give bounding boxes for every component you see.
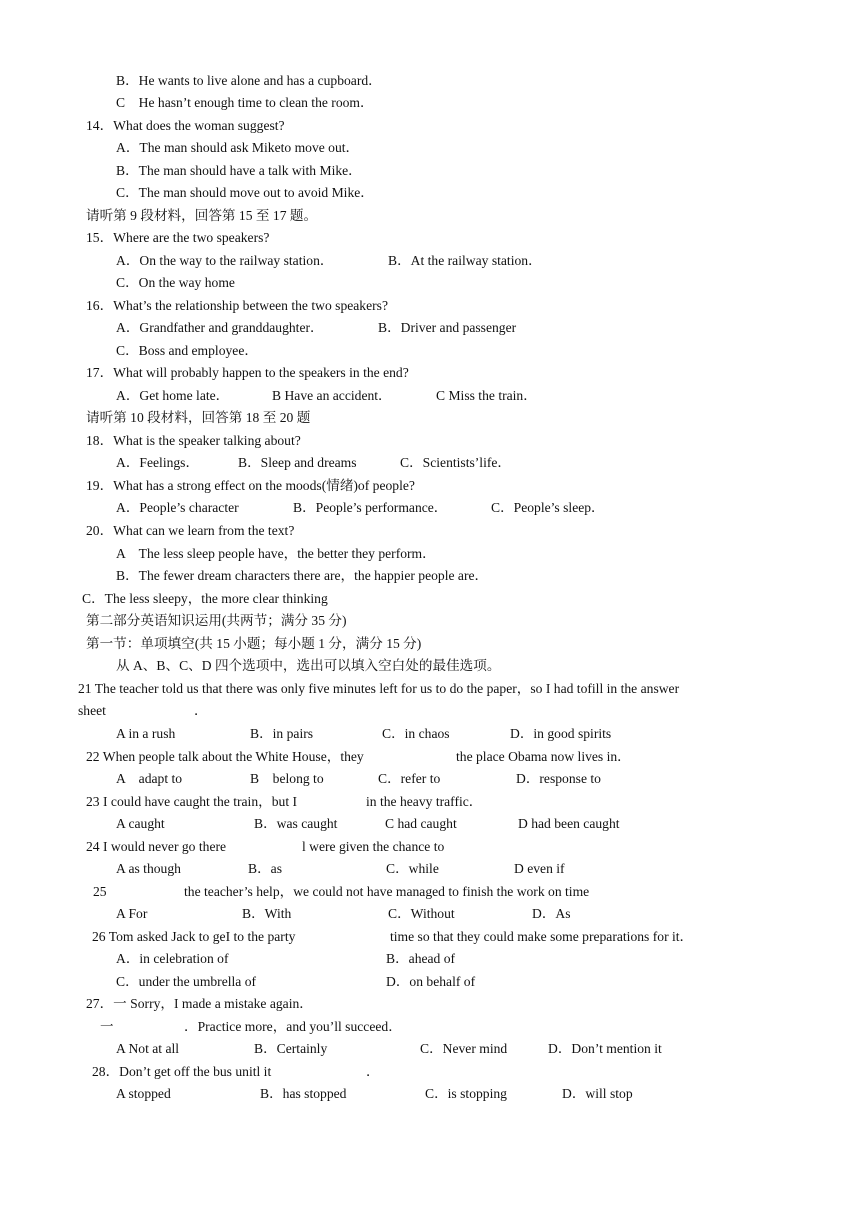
text-segment: A caught bbox=[116, 816, 165, 831]
text-line bbox=[0, 567, 860, 585]
text-segment: B．has stopped bbox=[260, 1086, 347, 1101]
text-segment: 从 A、B、C、D 四个选项中，选出可以填入空白处的最佳选项。 bbox=[116, 658, 501, 673]
text-segment: ． bbox=[366, 1064, 380, 1079]
text-segment: C．is stopping bbox=[425, 1086, 507, 1101]
text-segment: in the heavy traffic． bbox=[366, 794, 483, 809]
text-segment: C．Without bbox=[388, 906, 455, 921]
text-line bbox=[0, 274, 860, 292]
text-line bbox=[0, 995, 860, 1013]
text-segment: C Miss the train． bbox=[436, 388, 537, 403]
text-segment: A as though bbox=[116, 861, 181, 876]
text-line bbox=[0, 838, 860, 856]
text-segment: B．was caught bbox=[254, 816, 338, 831]
text-segment: B belong to bbox=[250, 771, 324, 786]
text-segment: B．in pairs bbox=[250, 726, 314, 741]
text-segment: 17．What will probably happen to the speakers in the end? bbox=[86, 365, 409, 380]
text-line bbox=[0, 725, 860, 743]
text-segment: A adapt to bbox=[116, 771, 183, 786]
text-line bbox=[0, 319, 860, 337]
text-line bbox=[0, 545, 860, 563]
text-segment: the teacher’s help，we could not have managed to finish the work on time bbox=[184, 884, 590, 899]
text-segment: D had been caught bbox=[518, 816, 620, 831]
text-segment: B．Certainly bbox=[254, 1041, 328, 1056]
text-segment: A．Get home late． bbox=[116, 388, 230, 403]
text-line bbox=[0, 1085, 860, 1103]
text-segment: C．refer to bbox=[378, 771, 441, 786]
text-line bbox=[0, 748, 860, 766]
text-segment: A Not at all bbox=[116, 1041, 180, 1056]
text-line bbox=[0, 973, 860, 991]
text-line bbox=[0, 793, 860, 811]
text-segment: D．Don’t mention it bbox=[548, 1041, 662, 1056]
text-segment: 18．What is the speaker talking about? bbox=[86, 433, 301, 448]
text-line bbox=[0, 883, 860, 901]
text-line bbox=[0, 117, 860, 135]
text-line bbox=[0, 1063, 860, 1081]
text-segment: B．Sleep and dreams bbox=[238, 455, 357, 470]
text-segment: C．while bbox=[386, 861, 439, 876]
text-line bbox=[0, 1018, 860, 1036]
text-segment: 28．Don’t get off the bus unitl it bbox=[92, 1064, 272, 1079]
text-line bbox=[0, 680, 860, 698]
text-segment: the place Obama now lives in． bbox=[456, 749, 631, 764]
text-segment: A in a rush bbox=[116, 726, 176, 741]
text-line bbox=[0, 342, 860, 360]
text-line bbox=[0, 928, 860, 946]
text-segment: B．At the railway station． bbox=[388, 253, 542, 268]
text-segment: 19．What has a strong effect on the moods(情绪)of people? bbox=[86, 478, 415, 493]
text-segment: D even if bbox=[514, 861, 565, 876]
text-segment: sheet bbox=[78, 703, 106, 718]
text-line bbox=[0, 905, 860, 923]
text-line bbox=[0, 522, 860, 540]
text-line bbox=[0, 702, 860, 720]
text-segment: C．Never mind bbox=[420, 1041, 508, 1056]
text-segment: D．in good spirits bbox=[510, 726, 612, 741]
text-segment: A．in celebration of bbox=[116, 951, 229, 966]
text-segment: 一 bbox=[100, 1019, 114, 1034]
text-line bbox=[0, 477, 860, 495]
text-segment: C He hasn’t enough time to clean the room． bbox=[116, 95, 374, 110]
text-line bbox=[0, 364, 860, 382]
text-line bbox=[0, 229, 860, 247]
text-segment: ．Practice more，and you’ll succeed． bbox=[184, 1019, 402, 1034]
text-line bbox=[0, 432, 860, 450]
text-segment: B．ahead of bbox=[386, 951, 456, 966]
text-segment: C．On the way home bbox=[116, 275, 235, 290]
text-segment: D．on behalf of bbox=[386, 974, 476, 989]
text-line bbox=[0, 252, 860, 270]
text-line bbox=[0, 635, 860, 653]
text-line bbox=[0, 409, 860, 427]
text-line bbox=[0, 1040, 860, 1058]
text-segment: C．under the umbrella of bbox=[116, 974, 257, 989]
text-line bbox=[0, 657, 860, 675]
text-segment: C．The less sleepy，the more clear thinking bbox=[82, 591, 328, 606]
text-line bbox=[0, 590, 860, 608]
text-segment: B．as bbox=[248, 861, 282, 876]
text-line bbox=[0, 297, 860, 315]
text-segment: A．Grandfather and granddaughter． bbox=[116, 320, 324, 335]
text-segment: 22 When people talk about the White House，they bbox=[86, 749, 364, 764]
text-segment: D．will stop bbox=[562, 1086, 633, 1101]
text-segment: 第一节：单项填空(共 15 小题；每小题 1 分，满分 15 分) bbox=[86, 636, 422, 651]
text-line bbox=[0, 387, 860, 405]
text-segment: B．People’s performance． bbox=[293, 500, 448, 515]
text-line bbox=[0, 207, 860, 225]
text-segment: 21 The teacher told us that there was only five minutes left for us to do the paper，so I had tofill in the answer bbox=[78, 681, 680, 696]
text-segment: B．The man should have a talk with Mike． bbox=[116, 163, 362, 178]
text-line bbox=[0, 860, 860, 878]
text-segment: 16．What’s the relationship between the two speakers? bbox=[86, 298, 388, 313]
text-segment: A．The man should ask Miketo move out． bbox=[116, 140, 360, 155]
text-segment: 第二部分英语知识运用(共两节；满分 35 分) bbox=[86, 613, 347, 628]
text-line bbox=[0, 770, 860, 788]
text-line bbox=[0, 612, 860, 630]
text-segment: A．People’s character bbox=[116, 500, 239, 515]
text-segment: time so that they could make some preparations for it． bbox=[390, 929, 694, 944]
text-segment: A．On the way to the railway station． bbox=[116, 253, 334, 268]
text-segment: C．Scientists’life． bbox=[400, 455, 512, 470]
text-segment: 25 bbox=[93, 884, 107, 899]
text-segment: D．As bbox=[532, 906, 571, 921]
text-segment: l were given the chance to bbox=[302, 839, 445, 854]
text-segment: A stopped bbox=[116, 1086, 171, 1101]
text-segment: D．response to bbox=[516, 771, 601, 786]
text-segment: ． bbox=[194, 703, 208, 718]
text-segment: 请听第 10 段材料，回答第 18 至 20 题 bbox=[86, 410, 311, 425]
text-segment: 20．What can we learn from the text? bbox=[86, 523, 295, 538]
text-segment: 26 Tom asked Jack to geI to the party bbox=[92, 929, 296, 944]
text-line bbox=[0, 950, 860, 968]
text-line bbox=[0, 454, 860, 472]
text-segment: 请听第 9 段材料，回答第 15 至 17 题。 bbox=[86, 208, 318, 223]
text-line bbox=[0, 815, 860, 833]
text-segment: B．He wants to live alone and has a cupboard． bbox=[116, 73, 382, 88]
text-segment: C．Boss and employee． bbox=[116, 343, 258, 358]
text-segment: A The less sleep people have，the better they perform． bbox=[116, 546, 436, 561]
text-line bbox=[0, 94, 860, 112]
text-segment: C．The man should move out to avoid Mike． bbox=[116, 185, 374, 200]
text-line bbox=[0, 139, 860, 157]
text-segment: B Have an accident． bbox=[272, 388, 392, 403]
text-segment: 14．What does the woman suggest? bbox=[86, 118, 285, 133]
text-segment: 15．Where are the two speakers? bbox=[86, 230, 270, 245]
text-segment: 23 I could have caught the train，but I bbox=[86, 794, 298, 809]
text-segment: B．Driver and passenger bbox=[378, 320, 517, 335]
text-segment: C．People’s sleep． bbox=[491, 500, 605, 515]
text-segment: B．The fewer dream characters there are，the happier people are． bbox=[116, 568, 489, 583]
text-segment: B．With bbox=[242, 906, 292, 921]
text-line bbox=[0, 162, 860, 180]
text-line bbox=[0, 72, 860, 90]
text-line bbox=[0, 499, 860, 517]
text-segment: 27．一 Sorry，I made a mistake again． bbox=[86, 996, 313, 1011]
text-segment: 24 I would never go there bbox=[86, 839, 227, 854]
text-segment: A For bbox=[116, 906, 148, 921]
text-line bbox=[0, 184, 860, 202]
text-segment: C．in chaos bbox=[382, 726, 450, 741]
text-segment: A．Feelings． bbox=[116, 455, 200, 470]
text-segment: C had caught bbox=[385, 816, 457, 831]
